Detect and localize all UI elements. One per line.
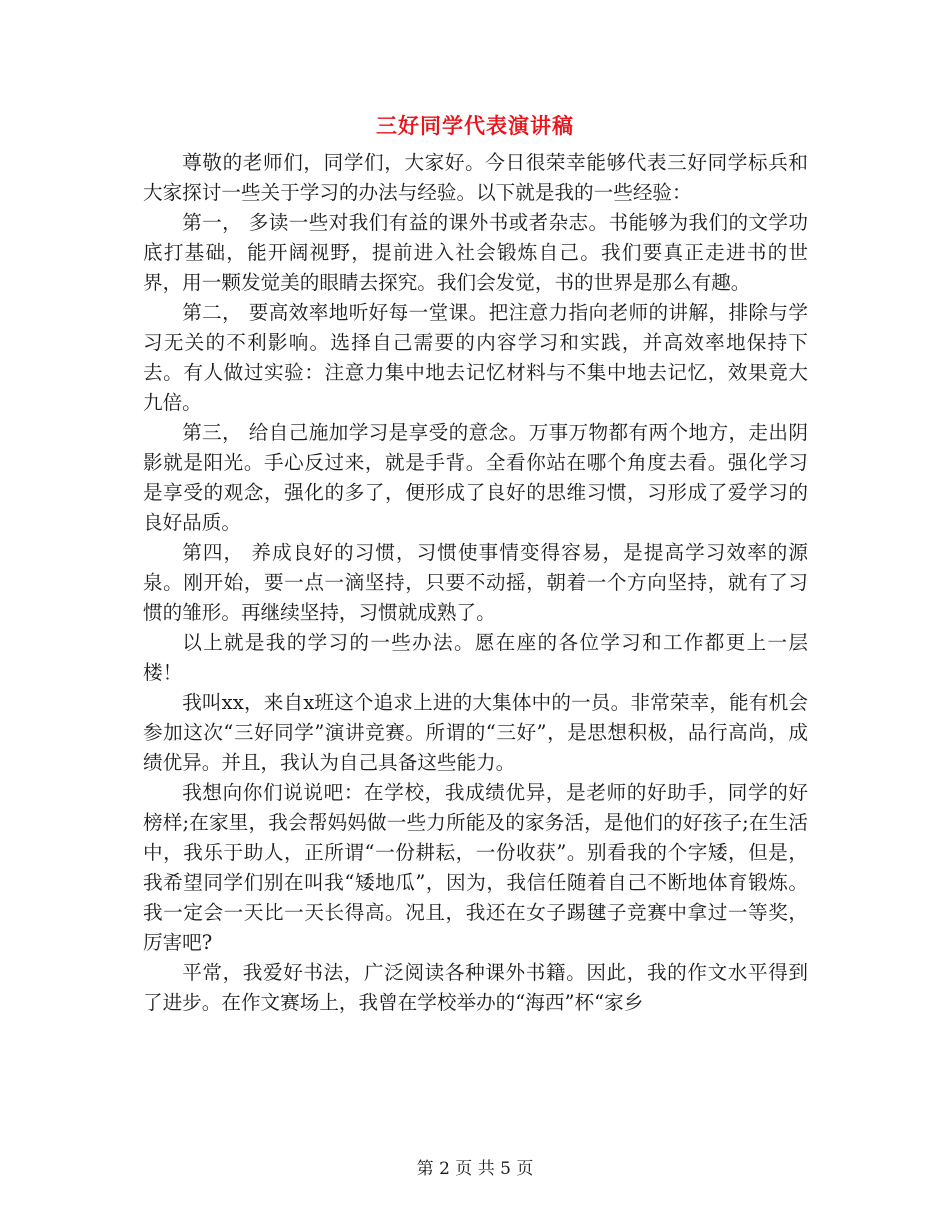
paragraph-second-point: 第二， 要高效率地听好每一堂课。把注意力指向老师的讲解，排除与学习无关的不利影响。选择自己需要的内容学习和实践，并高效率地保持下去。有人做过实验：注意力集中地去记忆材料与不集中地去记忆，效果竟大九倍。	[143, 301, 808, 414]
paragraph-hobbies: 平常，我爱好书法，广泛阅读各种课外书籍。因此，我的作文水平得到了进步。在作文赛场上，我曾在学校举办的“海西”杯“家乡	[143, 961, 808, 1014]
paragraph-introduction: 我叫xx，来自x班这个追求上进的大集体中的一员。非常荣幸，能有机会参加这次“三好同学”演讲竞赛。所谓的“三好”，是思想积极，品行高尚，成绩优异。并且，我认为自己具备这些能力。	[143, 691, 808, 774]
page-number-footer: 第 2 页 共 5 页	[416, 1159, 534, 1179]
paragraph-third-point: 第三， 给自己施加学习是享受的意念。万事万物都有两个地方，走出阴影就是阳光。手心反过来，就是手背。全看你站在哪个角度去看。强化学习是享受的观念，强化的多了，便形成了良好的思维习惯，习形成了爱学习的良好品质。	[143, 421, 808, 534]
paragraph-fourth-point: 第四， 养成良好的习惯，习惯使事情变得容易，是提高学习效率的源泉。刚开始，要一点一滴坚持，只要不动摇，朝着一个方向坚持，就有了习惯的雏形。再继续坚持，习惯就成熟了。	[143, 541, 808, 624]
document-body	[143, 148, 808, 1018]
paragraph-closing: 以上就是我的学习的一些办法。愿在座的各位学习和工作都更上一层楼！	[143, 631, 808, 684]
document-title: 三好同学代表演讲稿	[376, 113, 574, 138]
paragraph-first-point: 第一， 多读一些对我们有益的课外书或者杂志。书能够为我们的文学功底打基础，能开阔视野，提前进入社会锻炼自己。我们要真正走进书的世界，用一颗发觉美的眼睛去探究。我们会发觉，书的世界是那么有趣。	[143, 211, 808, 294]
paragraph-greeting: 尊敬的老师们，同学们，大家好。今日很荣幸能够代表三好同学标兵和大家探讨一些关于学习的办法与经验。以下就是我的一些经验：	[143, 151, 808, 204]
paragraph-achievements: 我想向你们说说吧：在学校，我成绩优异，是老师的好助手，同学的好榜样;在家里，我会帮妈妈做一些力所能及的家务活，是他们的好孩子;在生活中，我乐于助人，正所谓“一份耕耘，一份收获”。别看我的个字矮，但是，我希望同学们别在叫我“矮地瓜”，因为，我信任随着自己不断地体育锻炼。我一定会一天比一天长得高。况且，我还在女子踢毽子竞赛中拿过一等奖，厉害吧?	[143, 781, 808, 954]
